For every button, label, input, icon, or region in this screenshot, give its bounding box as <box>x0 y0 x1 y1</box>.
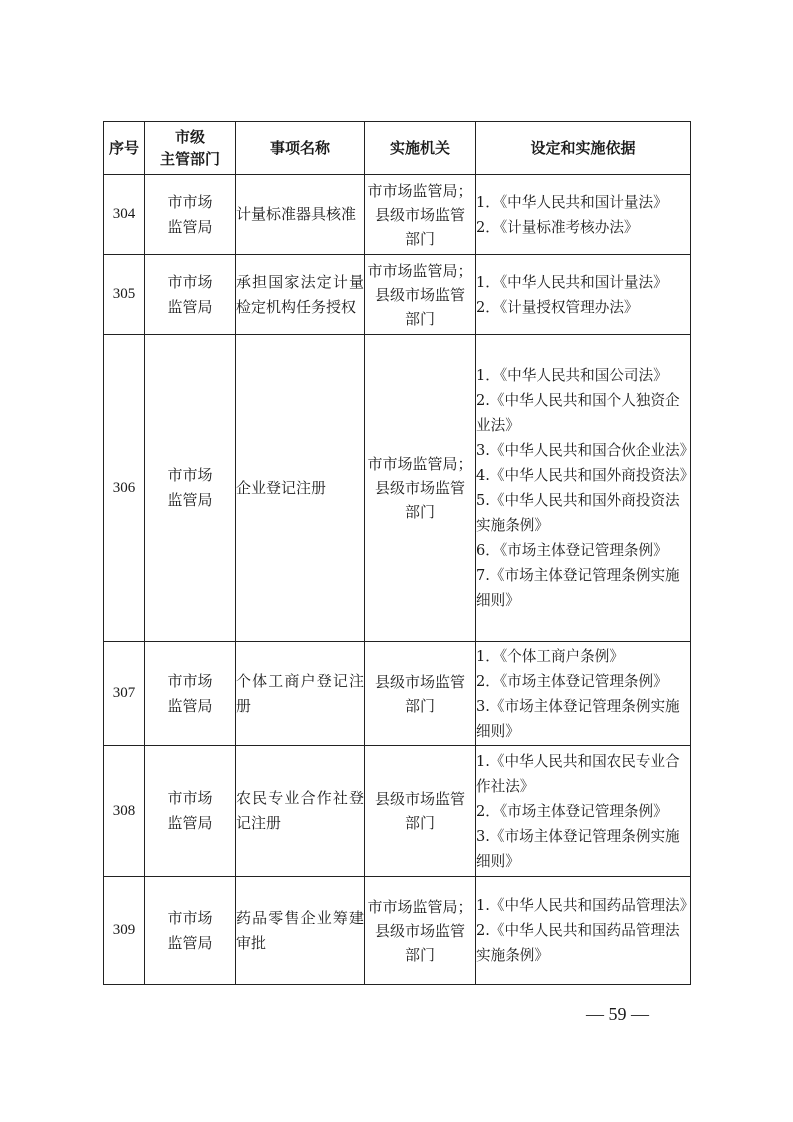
service-items-table <box>103 121 695 985</box>
row-basis <box>476 175 691 255</box>
row-dept: 市市场 监管局 <box>145 746 236 877</box>
row-seq: 306 <box>104 335 145 642</box>
basis-item: 4.《中华人民共和国外商投资法》 <box>476 467 695 484</box>
row-org: 市市场监管局； 县级市场监管 部门 <box>365 877 476 985</box>
row-dept: 市市场 监管局 <box>145 255 236 335</box>
row-org: 市市场监管局； 县级市场监管 部门 <box>365 255 476 335</box>
row-org: 市市场监管局； 县级市场监管 部门 <box>365 335 476 642</box>
row-item-name: 计量标准器具核准 <box>236 175 365 255</box>
page-number: — 59 — <box>586 1004 649 1024</box>
header-seq: 序号 <box>104 122 145 175</box>
row-item-name: 农民专业合作社登记注册 <box>236 746 365 877</box>
row-seq: 305 <box>104 255 145 335</box>
row-seq: 304 <box>104 175 145 255</box>
basis-item: 3.《中华人民共和国合伙企业法》 <box>476 442 695 459</box>
table-row <box>104 175 691 255</box>
table-row <box>104 642 691 746</box>
row-org: 市市场监管局； 县级市场监管 部门 <box>365 175 476 255</box>
row-item-name: 个体工商户登记注册 <box>236 642 365 746</box>
basis-item: 1．《中华人民共和国计量法》 <box>476 273 668 291</box>
basis-item: 1．《中华人民共和国计量法》 <box>476 193 668 211</box>
basis-item: 2．《市场主体登记管理条例》 <box>476 802 668 820</box>
basis-item: 5.《中华人民共和国外商投资法实施条例》 <box>476 492 680 534</box>
row-org: 县级市场监管 部门 <box>365 642 476 746</box>
row-item-name: 药品零售企业筹建审批 <box>236 877 365 985</box>
header-basis: 设定和实施依据 <box>476 122 691 175</box>
basis-item: 2．《计量标准考核办法》 <box>476 218 639 236</box>
basis-item: 2．《计量授权管理办法》 <box>476 298 639 316</box>
basis-item: 2.《中华人民共和国药品管理法实施条例》 <box>476 922 680 964</box>
basis-item: 3.《市场主体登记管理条例实施细则》 <box>476 827 680 870</box>
header-dept: 市级 主管部门 <box>145 122 236 175</box>
table-header-row <box>104 122 691 175</box>
basis-item: 1．《个体工商户条例》 <box>476 647 624 665</box>
row-seq: 309 <box>104 877 145 985</box>
row-seq: 308 <box>104 746 145 877</box>
row-item-name: 承担国家法定计量检定机构任务授权 <box>236 255 365 335</box>
row-dept: 市市场 监管局 <box>145 877 236 985</box>
basis-item: 1.《中华人民共和国农民专业合作社法》 <box>476 752 680 795</box>
basis-item: 1．《中华人民共和国公司法》 <box>476 367 668 384</box>
table-row <box>104 335 691 642</box>
table-row <box>104 877 691 985</box>
row-dept: 市市场 监管局 <box>145 175 236 255</box>
basis-item: 6．《市场主体登记管理条例》 <box>476 542 668 559</box>
table-body <box>104 175 695 985</box>
basis-item: 1.《中华人民共和国药品管理法》 <box>476 897 695 914</box>
header-item-name: 事项名称 <box>236 122 365 175</box>
basis-item: 3.《市场主体登记管理条例实施细则》 <box>476 697 680 740</box>
basis-item: 2．《市场主体登记管理条例》 <box>476 672 668 690</box>
row-dept: 市市场 监管局 <box>145 642 236 746</box>
row-seq: 307 <box>104 642 145 746</box>
row-org: 县级市场监管 部门 <box>365 746 476 877</box>
row-basis <box>476 335 695 642</box>
row-basis <box>476 255 691 335</box>
table-row <box>104 746 691 877</box>
row-basis <box>476 642 691 746</box>
basis-item: 2.《中华人民共和国个人独资企业法》 <box>476 392 680 434</box>
basis-item: 7.《市场主体登记管理条例实施细则》 <box>476 567 680 609</box>
row-item-name: 企业登记注册 <box>236 335 365 642</box>
table-row <box>104 255 691 335</box>
row-basis <box>476 746 691 877</box>
row-basis <box>476 877 695 985</box>
header-org: 实施机关 <box>365 122 476 175</box>
row-dept: 市市场 监管局 <box>145 335 236 642</box>
